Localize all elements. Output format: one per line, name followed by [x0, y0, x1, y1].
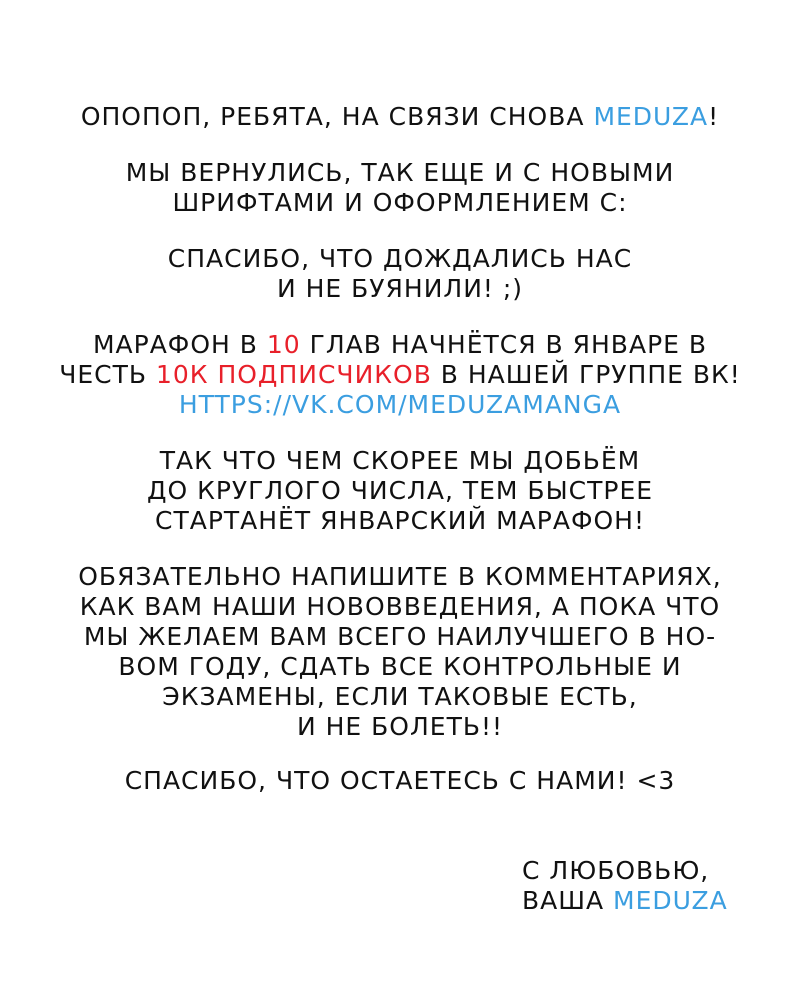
- thanks-wait-line-1: СПАСИБО, ЧТО ДОЖДАЛИСЬ НАС: [167, 244, 633, 273]
- closing-line: СПАСИБО, ЧТО ОСТАЕТЕСЬ С НАМИ! <3: [124, 766, 676, 795]
- marathon-line-1-after: ГЛАВ НАЧНЁТСЯ В ЯНВАРЕ В: [300, 330, 708, 359]
- wishes-line-6: И НЕ БОЛЕТЬ!!: [296, 712, 504, 741]
- goal-line-3: СТАРТАНЁТ ЯНВАРСКИЙ МАРАФОН!: [154, 506, 645, 535]
- marathon-line-2-after: В НАШЕЙ ГРУППЕ ВК!: [431, 360, 741, 389]
- return-note-line-2: ШРИФТАМИ И ОФОРМЛЕНИЕМ С:: [172, 188, 628, 217]
- goal-line-1: ТАК ЧТО ЧЕМ СКОРЕЕ МЫ ДОБЬЁМ: [159, 446, 641, 475]
- signature-line-1: С ЛЮБОВЬЮ,: [522, 856, 710, 885]
- return-note-line-1: МЫ ВЕРНУЛИСЬ, ТАК ЕЩЕ И С НОВЫМИ: [125, 158, 675, 187]
- signature-prefix: ВАША: [522, 886, 614, 915]
- intro-line: [0, 102, 800, 132]
- wishes-line-1: ОБЯЗАТЕЛЬНО НАПИШИТЕ В КОММЕНТАРИЯХ,: [78, 562, 722, 591]
- marathon-line-1: [0, 330, 800, 360]
- marathon-line-2: [0, 360, 800, 390]
- intro-exclaim: !: [708, 102, 720, 131]
- wishes-line-4: ВОМ ГОДУ, СДАТЬ ВСЕ КОНТРОЛЬНЫЕ И: [118, 652, 682, 681]
- vk-group-link[interactable]: HTTPS://VK.COM/MEDUZAMANGA: [178, 390, 622, 419]
- marathon-line-2-before: ЧЕСТЬ: [59, 360, 156, 389]
- signature-brand: MEDUZA: [613, 886, 728, 915]
- marathon-chapter-count: 10: [266, 330, 301, 359]
- vk-link-line: [0, 390, 800, 420]
- thanks-wait-line-2: И НЕ БУЯНИЛИ! ;): [276, 274, 524, 303]
- wishes-line-3: МЫ ЖЕЛАЕМ ВАМ ВСЕГО НАИЛУЧШЕГО В НО-: [83, 622, 717, 651]
- marathon-line-1-before: МАРАФОН В: [92, 330, 267, 359]
- intro-greeting: ОПОПОП, РЕБЯТА, НА СВЯЗИ СНОВА: [80, 102, 594, 131]
- marathon-subscribers-highlight: 10К ПОДПИСЧИКОВ: [155, 360, 432, 389]
- intro-brand: MEDUZA: [593, 102, 709, 131]
- wishes-line-2: КАК ВАМ НАШИ НОВОВВЕДЕНИЯ, А ПОКА ЧТО: [79, 592, 721, 621]
- signature-line-2: [522, 886, 782, 916]
- wishes-line-5: ЭКЗАМЕНЫ, ЕСЛИ ТАКОВЫЕ ЕСТЬ,: [162, 682, 638, 711]
- goal-line-2: ДО КРУГЛОГО ЧИСЛА, ТЕМ БЫСТРЕЕ: [146, 476, 654, 505]
